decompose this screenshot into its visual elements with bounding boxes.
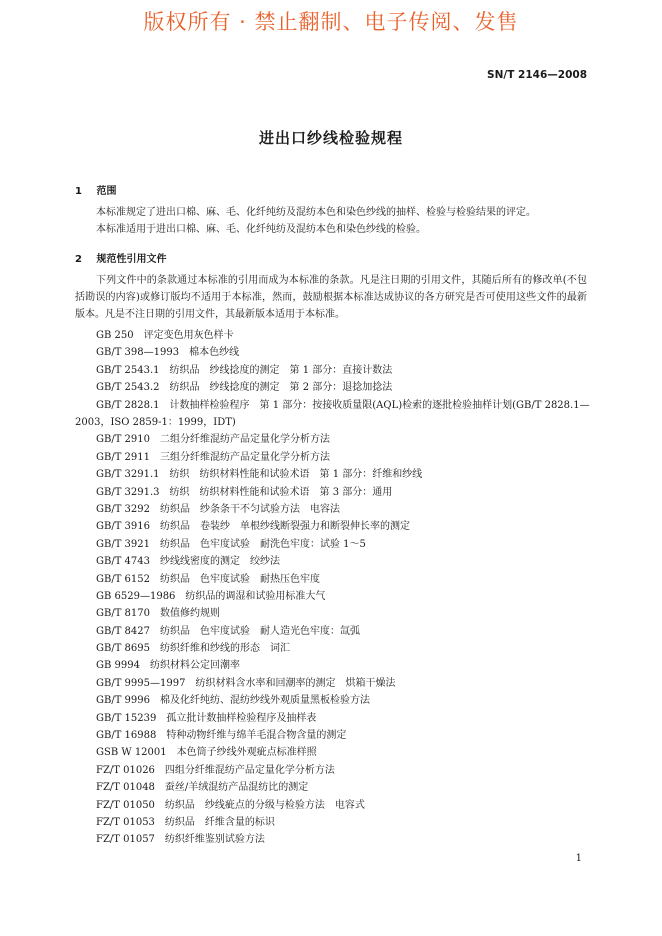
reference-item: GB/T 6152 纺织品 色牢度试验 耐热压色牢度 [96,573,321,585]
section-2-title: 规范性引用文件 [96,254,167,265]
reference-item: FZ/T 01057 纺织纤维鉴别试验方法 [96,834,265,846]
reference-item: GB/T 15239 孤立批计数抽样检验程序及抽样表 [96,712,317,724]
reference-item: GB 250 评定变色用灰色样卡 [96,330,234,341]
reference-item: GB/T 2910 二组分纤维混纺产品定量化学分析方法 [96,434,331,446]
page-title: 进出口纱线检验规程 [258,129,403,147]
reference-item: GB/T 8695 纺织纤维和纱线的形态 词汇 [96,643,291,655]
reference-item: GB 6529—1986 纺织品的调湿和试验用标准大气 [96,590,326,602]
reference-item: GB/T 9996 棉及化纤纯纺、混纺纱线外观质量黑板检验方法 [96,695,371,707]
reference-item: GB/T 9995—1997 纺织材料含水率和回潮率的测定 烘箱干燥法 [96,677,396,689]
section-1-number: 1 [75,186,82,197]
page-number: 1 [575,853,582,864]
section-2-intro: 下列文件中的条款通过本标准的引用而成为本标准的条款。凡是注日期的引用文件，其随后所有的修改单(不包括勘误的内容)或修订版均不适用于本标准，然而，鼓励根据本标准达成协议的各方研究是否可使用这些文件的最新版本。凡是不注日期的引用文件，其最新版本适用于本标准。 [75,275,587,320]
reference-item: GB/T 3916 纺织品 卷装纱 单根纱线断裂强力和断裂伸长率的测定 [96,521,411,533]
reference-item: FZ/T 01026 四组分纤维混纺产品定量化学分析方法 [96,764,335,776]
section-1-title: 范围 [96,186,117,197]
reference-item: GB/T 2911 三组分纤维混纺产品定量化学分析方法 [96,451,331,463]
section-1-paragraph: 本标准规定了进出口棉、麻、毛、化纤纯纺及混纺本色和染色纱线的抽样、检验与检验结果的评定。 [96,207,536,218]
reference-item: GB/T 16988 特种动物纤维与绵羊毛混合物含量的测定 [96,730,347,742]
reference-item: GB/T 2543.1 纺织品 纱线捻度的测定 第 1 部分：直接计数法 [96,364,393,376]
reference-item: GSB W 12001 本色筒子纱线外观疵点标准样照 [96,747,317,759]
reference-item: GB/T 3291.3 纺织 纺织材料性能和试验术语 第 3 部分：通用 [96,486,393,498]
reference-item: GB/T 2543.2 纺织品 纱线捻度的测定 第 2 部分：退捻加捻法 [96,382,393,394]
section-2-number: 2 [75,254,82,265]
reference-item: GB/T 4743 纱线线密度的测定 绞纱法 [96,556,281,568]
section-1-paragraph: 本标准适用于进出口棉、麻、毛、化纤纯纺及混纺本色和染色纱线的检验。 [96,224,426,235]
reference-item: GB/T 398—1993 棉本色纱线 [96,347,240,359]
reference-item: GB 9994 纺织材料公定回潮率 [96,660,240,672]
reference-item: GB/T 3292 纺织品 纱条条干不匀试验方法 电容法 [96,503,341,515]
section-2-heading [75,250,166,265]
reference-item: FZ/T 01048 蚕丝/羊绒混纺产品混纺比的测定 [96,782,309,794]
standard-number: SN/T 2146—2008 [487,69,587,81]
reference-item: GB/T 8170 数值修约规则 [96,608,221,620]
reference-list [75,327,595,849]
reference-item: FZ/T 01050 纺织品 纱线疵点的分级与检验方法 电容式 [96,799,365,811]
section-1-heading [75,182,116,197]
reference-item: GB/T 3291.1 纺织 纺织材料性能和试验术语 第 1 部分：纤维和纱线 [96,469,423,481]
reference-item: GB/T 3921 纺织品 色牢度试验 耐洗色牢度：试验 1～5 [96,538,366,550]
reference-item: GB/T 8427 纺织品 色牢度试验 耐人造光色牢度：氙弧 [96,625,361,637]
reference-item: FZ/T 01053 纺织品 纤维含量的标识 [96,816,275,828]
watermark-banner: 版权所有 · 禁止翻制、电子传阅、发售 [143,10,519,34]
reference-item: GB/T 2828.1 计数抽样检验程序 第 1 部分：按接收质量限(AQL)检索的逐批检验抽样计划(GB/T 2828.1—2003，ISO 2859-1：1999，IDT) [75,399,590,428]
